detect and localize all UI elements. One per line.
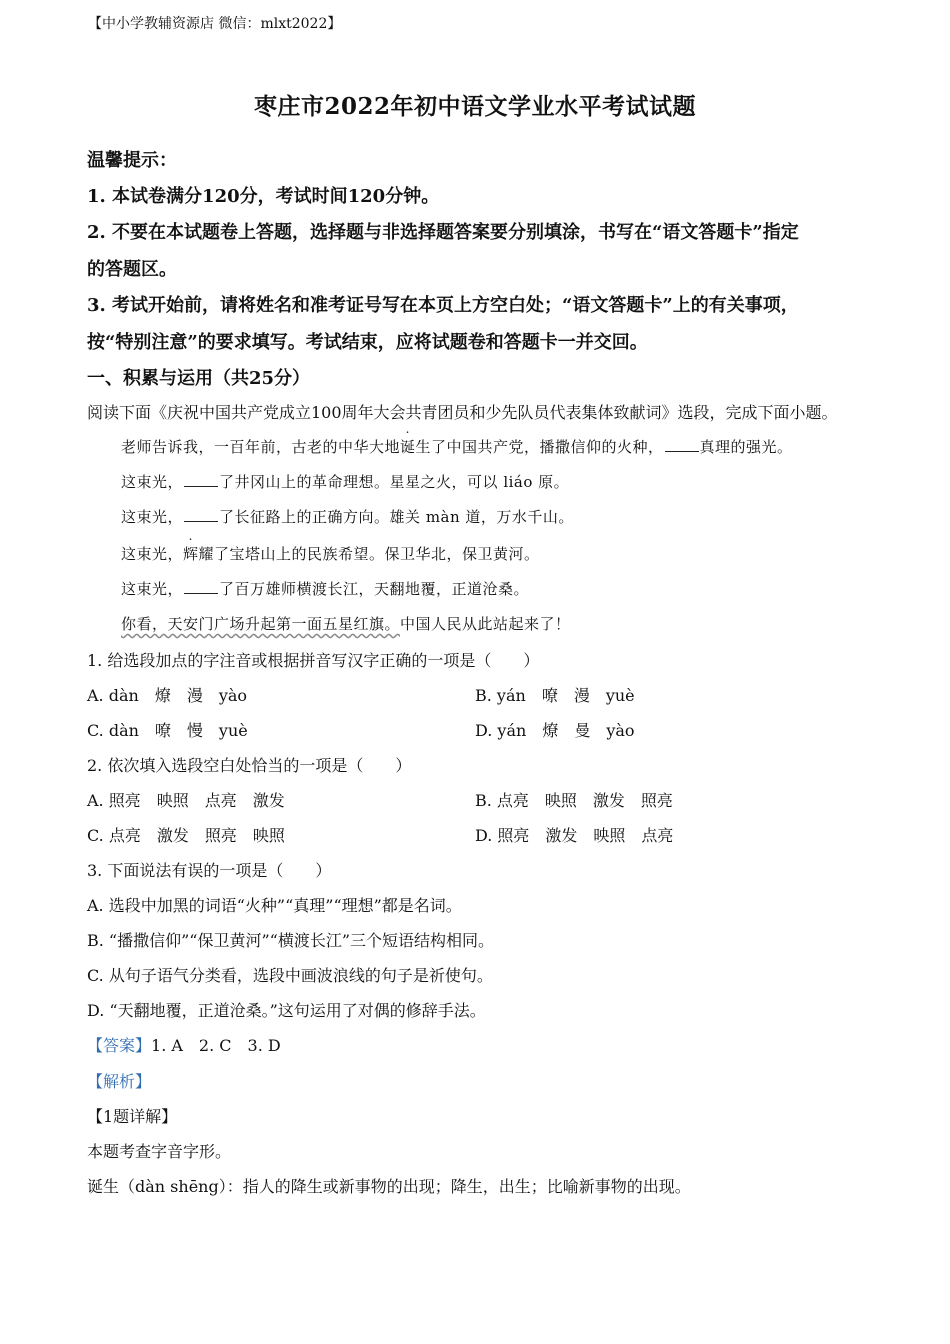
poem-line-6: [121, 613, 571, 634]
q1-option-a: A. dàn 燎 漫 yào: [87, 686, 248, 705]
blank-2: [184, 472, 218, 487]
q3-option-b: B. “播撒信仰”“保卫黄河”“横渡长江”三个短语结构相同。: [87, 931, 495, 950]
detail-heading: 【1题详解】: [87, 1107, 178, 1126]
poem-text: 这束光，: [121, 545, 184, 563]
poem-text: 了百万雄师横渡长江，天翻地覆，正道沧桑。: [219, 580, 530, 598]
poem-line-1: [121, 436, 793, 457]
tip-2a: 2. 不要在本试题卷上答题，选择题与非选择题答案要分别填涂，书写在“语文答题卡”指定: [87, 222, 799, 243]
poem-text: 生了中国共产党，播撒信仰的火种，: [415, 438, 664, 456]
question-2-stem: 2. 依次填入选段空白处恰当的一项是（ ）: [87, 756, 412, 775]
answer-line: [87, 1033, 281, 1056]
blank-4: [184, 579, 218, 594]
poem-text: 这束光，: [121, 580, 184, 598]
blank-1: [665, 437, 699, 452]
q1-option-b: B. yán 嘹 漫 yuè: [475, 686, 635, 705]
tip-2b: 的答题区。: [87, 259, 177, 280]
answer-text: 1. A 2. C 3. D: [151, 1036, 281, 1055]
poem-text: 耀了宝塔山上的民族希望。保卫华北，保卫黄河。: [198, 545, 540, 563]
poem-text: 原。: [538, 473, 570, 491]
pinyin: màn: [425, 508, 461, 526]
dotted-char: 辉: [183, 545, 199, 563]
poem-text: 这束光，: [121, 508, 184, 526]
poem-line-3: [121, 506, 574, 527]
section-heading: 一、积累与运用（共25分）: [87, 368, 311, 389]
poem-text: 老师告诉我，一百年前，古老的中华大地: [121, 438, 401, 456]
dotted-char: 诞: [400, 438, 416, 456]
q2-option-b: B. 点亮 映照 激发 照亮: [475, 791, 673, 810]
wavy-underlined-sentence: 你看，天安门广场升起第一面五星红旗。: [121, 615, 401, 633]
poem-text: 了长征路上的正确方向。雄关: [219, 508, 421, 526]
tip-1: 1. 本试卷满分120分，考试时间120分钟。: [87, 186, 440, 207]
tip-3a: 3. 考试开始前，请将姓名和准考证号写在本页上方空白处；“语文答题卡”上的有关事项，: [87, 295, 799, 316]
q3-option-d: D. “天翻地覆，正道沧桑。”这句运用了对偶的修辞手法。: [87, 1001, 486, 1020]
poem-text: 真理的强光。: [699, 438, 793, 456]
page-title: 枣庄市2022年初中语文学业水平考试试题: [253, 93, 696, 120]
poem-text: 中国人民从此站起来了！: [400, 615, 571, 633]
poem-text: 道，万水千山。: [465, 508, 574, 526]
tips-heading: 温馨提示：: [87, 150, 177, 171]
poem-line-2: [121, 471, 569, 492]
reading-intro: 阅读下面《庆祝中国共产党成立100周年大会共青团员和少先队员代表集体致献词》选段，完成下面小题。: [87, 403, 838, 422]
q2-option-c: C. 点亮 激发 照亮 映照: [87, 826, 285, 845]
detail-text-2: 诞生（dàn shēng）：指人的降生或新事物的出现；降生，出生；比喻新事物的出现。: [87, 1177, 691, 1196]
q2-option-a: A. 照亮 映照 点亮 激发: [87, 791, 285, 810]
q3-option-a: A. 选段中加黑的词语“火种”“真理”“理想”都是名词。: [87, 896, 462, 915]
tip-3b: 按“特别注意”的要求填写。考试结束，应将试题卷和答题卡一并交回。: [87, 332, 648, 353]
q1-option-c: C. dàn 嘹 慢 yuè: [87, 721, 248, 740]
question-3-stem: 3. 下面说法有误的一项是（ ）: [87, 861, 332, 880]
poem-line-4: [121, 543, 540, 564]
poem-line-5: [121, 578, 529, 599]
detail-text-1: 本题考查字音字形。: [87, 1142, 232, 1161]
analysis-label: 【解析】: [87, 1072, 152, 1091]
blank-3: [184, 507, 218, 522]
q2-option-d: D. 照亮 激发 映照 点亮: [475, 826, 674, 845]
header-note: 【中小学教辅资源店 微信：mlxt2022】: [88, 16, 342, 32]
poem-text: 这束光，: [121, 473, 184, 491]
question-1-stem: 1. 给选段加点的字注音或根据拼音写汉字正确的一项是（ ）: [87, 651, 540, 670]
poem-text: 了井冈山上的革命理想。星星之火，可以: [219, 473, 499, 491]
pinyin: liáo: [503, 473, 533, 491]
answer-label: 【答案】: [87, 1036, 152, 1055]
q1-option-d: D. yán 燎 曼 yào: [475, 721, 635, 740]
q3-option-c: C. 从句子语气分类看，选段中画波浪线的句子是祈使句。: [87, 966, 493, 985]
